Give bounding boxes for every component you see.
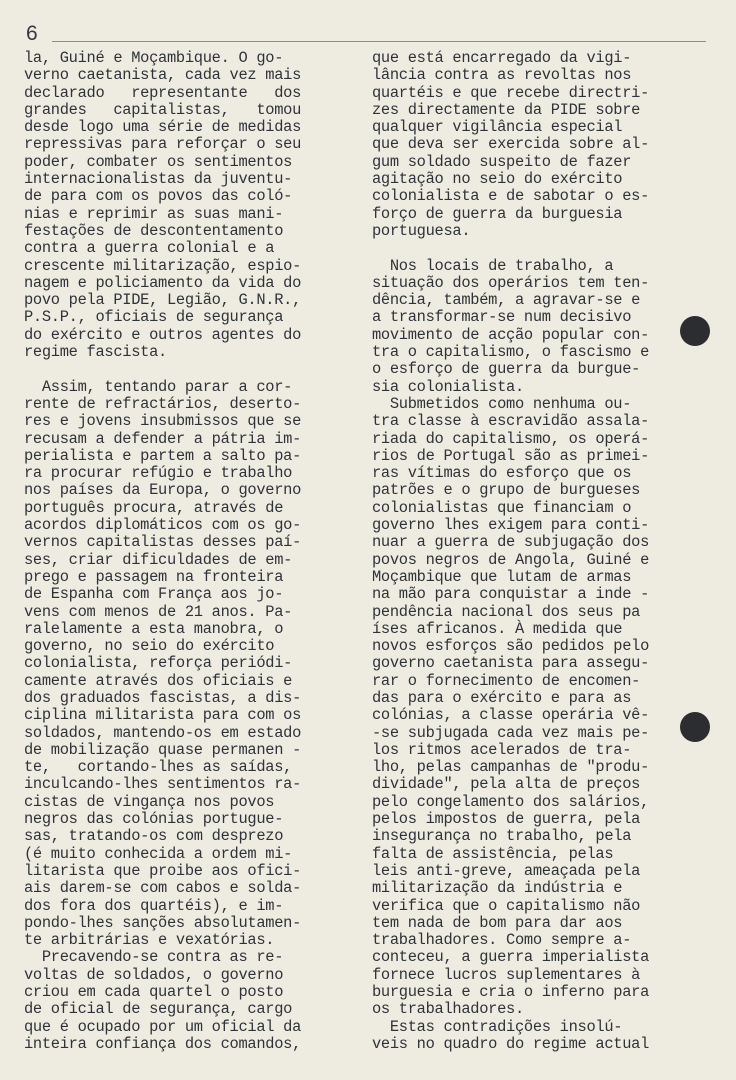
text-line: ses, criar dificuldades de em- [24,550,293,569]
text-line: Submetidos como nenhuma ou- [372,394,632,413]
text-line: gum soldado suspeito de fazer [372,152,632,171]
text-line: criou em cada quartel o posto [24,983,284,1002]
text-line: governo lhes exigem para conti- [372,516,650,535]
text-line: cistas de vingança nos povos [24,792,275,811]
text-line: pelo congelamento dos salários, [372,792,650,811]
text-line: -se subjugada cada vez mais pe- [372,723,650,742]
text-line: na mão para conquistar a inde - [372,585,650,604]
punch-hole-lower [680,712,710,742]
text-line: que está encarregado da vigi- [372,49,632,67]
text-line: Assim, tentando parar a cor- [24,377,293,396]
text-line: soldados, mantendo-os em estado [24,723,302,742]
text-line: situação dos operários tem ten- [372,273,650,292]
text-line: pondo-lhes sanções absolutamen- [24,913,302,932]
text-line: vernos capitalistas desses paí- [24,533,302,552]
text-line: colonialista e de sabotar o es- [372,187,650,206]
text-line: prego e passagem na fronteira [24,567,284,586]
text-line: povo pela PIDE, Legião, G.N.R., [24,291,302,310]
text-line: que é ocupado por um oficial da [24,1017,302,1036]
text-line: ralelamente a esta manobra, o [24,619,284,638]
text-line: insegurança no trabalho, pela [372,827,632,846]
text-line: repressivas para reforçar o seu [24,135,302,154]
text-line: crescente militarização, espio- [24,256,302,275]
text-line: nias e reprimir as suas mani- [24,204,284,223]
text-line: colonialistas que financiam o [372,498,632,517]
text-line: zes directamente da PIDE sobre [372,100,641,119]
text-line: Precavendo-se contra as re- [24,948,284,967]
text-line: colonialista, reforça periódi- [24,654,293,673]
text-line: dos fora dos quartéis), e im- [24,896,284,915]
text-line: desde logo uma série de medidas [24,118,302,137]
text-line: movimento de acção popular con- [372,325,650,344]
text-line: fornece lucros suplementares à [372,965,641,984]
text-line: do exército e outros agentes do [24,325,302,344]
left-column [24,50,362,1053]
text-line: dividade", pela alta de preços [372,775,641,794]
text-line: sia colonialista. [372,377,524,396]
text-line: tra classe à escravidão assala- [372,412,650,431]
text-line: litarista que proibe aos ofici- [24,861,302,880]
text-line: regime fascista. [24,343,167,362]
text-line: Moçambique que lutam de armas [372,567,632,586]
text-line: dência, também, a agravar-se e [372,291,641,310]
text-line: militarização da indústria e [372,879,623,898]
paragraph-gap [24,361,362,378]
text-line: la, Guiné e Moçambique. O go- [24,49,284,67]
text-line: nuar a guerra de subjugação dos [372,533,650,552]
text-line: conteceu, a guerra imperialista [372,948,650,967]
text-line: quartéis e que recebe directri- [372,83,650,102]
text-line: res e jovens insubmissos que se [24,412,302,431]
text-line: patrões e o grupo de burgueses [372,481,641,500]
text-line: pelos impostos de guerra, pela [372,810,641,829]
text-line: de oficial de segurança, cargo [24,1000,293,1019]
text-line: veis no quadro do regime actual [372,1034,650,1053]
text-line: acordos diplomáticos com os go- [24,516,302,535]
text-line: de mobilização quase permanen - [24,740,302,759]
text-line: falta de assistência, pelas [372,844,614,863]
text-line: dos graduados fascistas, a dis- [24,688,302,707]
text-line: agitação no seio do exército [372,170,623,189]
text-line: de Espanha com França aos jo- [24,585,284,604]
text-line: portuguesa. [372,221,471,240]
text-line: P.S.P., oficiais de segurança [24,308,284,327]
text-line: vens com menos de 21 anos. Pa- [24,602,293,621]
text-line: ras vítimas do esforço que os [372,464,632,483]
text-line: Nos locais de trabalho, a [372,256,614,275]
text-line: de para com os povos das coló- [24,187,293,206]
text-line: lho, pelas campanhas de "produ- [372,758,650,777]
text-line: riada do capitalismo, os operá- [372,429,650,448]
text-line: los ritmos acelerados de tra- [372,740,632,759]
text-line: ais darem-se com cabos e solda- [24,879,302,898]
text-line: rios de Portugal são as primei- [372,446,650,465]
text-line: verifica que o capitalismo não [372,896,641,915]
text-line: rente de refractários, deserto- [24,394,302,413]
text-line: novos esforços são pedidos pelo [372,637,650,656]
text-line: ciplina militarista para com os [24,706,302,725]
text-line: inculcando-lhes sentimentos ra- [24,775,302,794]
punch-hole-upper [680,316,710,346]
text-line: povos negros de Angola, Guiné e [372,550,650,569]
text-line: internacionalistas da juventu- [24,170,293,189]
text-line: colónias, a classe operária vê- [372,706,650,725]
text-line: negros das colónias portugue- [24,810,284,829]
text-line: português procura, através de [24,498,284,517]
text-line: que deva ser exercida sobre al- [372,135,650,154]
text-line: trabalhadores. Como sempre a- [372,931,632,950]
paragraph-gap [372,240,712,257]
text-line: forço de guerra da burguesia [372,204,623,223]
text-line: perialista e partem a salto pa- [24,446,302,465]
text-line: governo caetanista para assegu- [372,654,650,673]
text-line: te arbitrárias e vexatórias. [24,931,275,950]
text-line: camente através dos oficiais e [24,671,293,690]
text-line: recusam a defender a pátria im- [24,429,302,448]
text-line: tra o capitalismo, o fascismo e [372,343,650,362]
text-line: declarado representante dos [24,83,302,102]
text-line: inteira confiança dos comandos, [24,1034,302,1053]
text-line: rar o fornecimento de encomen- [372,671,641,690]
text-line: nos países da Europa, o governo [24,481,302,500]
text-line: contra a guerra colonial e a [24,239,275,258]
text-line: pendência nacional dos seus pa [372,602,641,621]
text-line: lância contra as revoltas nos [372,66,632,85]
text-line: qualquer vigilância especial [372,118,623,137]
text-line: o esforço de guerra da burgue- [372,360,641,379]
text-line: te, cortando-lhes as saídas, [24,758,293,777]
text-line: nagem e policiamento da vida do [24,273,302,292]
text-line: tem nada de bom para dar aos [372,913,623,932]
text-line: poder, combater os sentimentos [24,152,293,171]
right-column [372,50,712,1053]
text-line: sas, tratando-os com desprezo [24,827,284,846]
text-line: leis anti-greve, ameaçada pela [372,861,641,880]
text-line: a transformar-se num decisivo [372,308,632,327]
text-line: burguesia e cria o inferno para [372,983,650,1002]
text-line: voltas de soldados, o governo [24,965,284,984]
page-number: 6 [26,22,38,45]
text-line: os trabalhadores. [372,1000,524,1019]
text-line: ra procurar refúgio e trabalho [24,464,293,483]
text-line: governo, no seio do exército [24,637,275,656]
text-line: festações de descontentamento [24,221,284,240]
text-line: grandes capitalistas, tomou [24,100,302,119]
text-line: Estas contradições insolú- [372,1017,623,1036]
text-line: (é muito conhecida a ordem mi- [24,844,293,863]
header-rule [52,41,706,42]
text-line: das para o exército e para as [372,688,632,707]
text-line: verno caetanista, cada vez mais [24,66,302,85]
text-line: íses africanos. À medida que [372,619,623,638]
